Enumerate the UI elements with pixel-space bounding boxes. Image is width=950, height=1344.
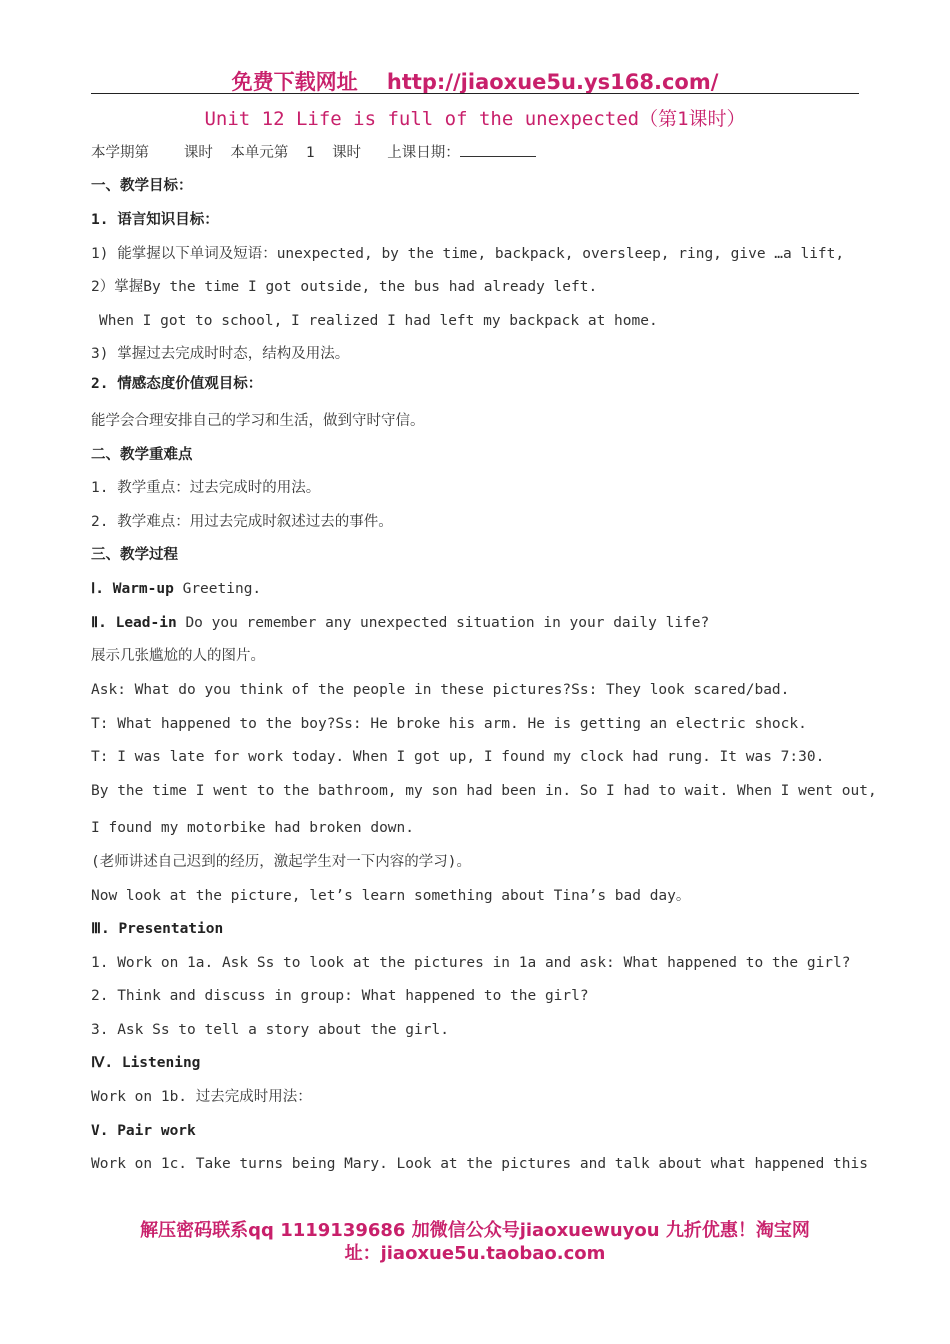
step-heading: Ⅰ. Warm-up: [91, 581, 174, 597]
text-line: 1) 能掌握以下单词及短语：unexpected, by the time, backpack, oversleep, ring, give …a lift,: [91, 246, 845, 262]
text-line: 2）掌握By the time I got outside, the bus had already left.: [91, 279, 598, 295]
date-label: 上课日期：: [387, 145, 460, 161]
step-text: Greeting.: [173, 581, 262, 597]
text-line: I found my motorbike had broken down.: [91, 820, 415, 836]
page-header: [0, 66, 950, 96]
term-label: 本学期第: [91, 145, 149, 161]
text-line: By the time I went to the bathroom, my son had been in. So I had to wait. When I went out,: [91, 783, 877, 799]
text-line: Work on 1c. Take turns being Mary. Look at the pictures and talk about what happened this: [91, 1156, 868, 1172]
footer-line-2[interactable]: 址：jiaoxue5u.taobao.com: [344, 1243, 606, 1264]
text-line: Ask: What do you think of the people in these pictures?Ss: They look scared/bad.: [91, 682, 790, 698]
text-line: T: What happened to the boy?Ss: He broke his arm. He is getting an electric shock.: [91, 716, 807, 732]
lesson-meta: [91, 142, 536, 163]
footer-line-1: 解压密码联系qq 1119139686 加微信公众号jiaoxuewuyou 九折优惠！淘宝网: [140, 1220, 810, 1241]
header-divider: [91, 93, 859, 94]
text-line: Work on 1b. 过去完成时用法：: [91, 1089, 312, 1105]
step-heading: Ⅱ. Lead-in: [91, 615, 177, 631]
text-line: 3) 掌握过去完成时时态，结构及用法。: [91, 346, 350, 362]
step-heading: V. Pair work: [91, 1123, 196, 1139]
step-text: Do you remember any unexpected situation in your daily life?: [176, 615, 710, 631]
subsection-heading: 1. 语言知识目标：: [91, 212, 219, 228]
text-line: (老师讲述自己迟到的经历，激起学生对一下内容的学习)。: [91, 854, 471, 870]
section-heading: 三、教学过程: [91, 547, 178, 563]
header-url-link[interactable]: http://jiaoxue5u.ys168.com/: [386, 70, 719, 94]
document-title: Unit 12 Life is full of the unexpected（第1课时）: [204, 108, 746, 130]
step-heading: Ⅲ. Presentation: [91, 921, 224, 937]
date-blank: [460, 142, 536, 157]
section-heading: 一、教学目标：: [91, 178, 193, 194]
section-heading: 二、教学重难点: [91, 447, 193, 463]
text-line: When I got to school, I realized I had left my backpack at home.: [99, 313, 658, 329]
text-line: Now look at the picture, let’s learn something about Tina’s bad day。: [91, 888, 691, 904]
text-line: 能学会合理安排自己的学习和生活，做到守时守信。: [91, 413, 425, 429]
step-heading: Ⅳ. Listening: [91, 1055, 201, 1071]
text-line: 3. Ask Ss to tell a story about the girl.: [91, 1022, 449, 1038]
unit-lesson-number: 1: [305, 145, 315, 161]
text-line: 2. Think and discuss in group: What happened to the girl?: [91, 988, 589, 1004]
subsection-heading: 2. 情感态度价值观目标：: [91, 376, 263, 392]
text-line: 2. 教学难点：用过去完成时叙述过去的事件。: [91, 514, 393, 530]
unit-label: 本单元第: [230, 145, 289, 161]
text-line: 1. 教学重点：过去完成时的用法。: [91, 480, 321, 496]
text-line: T: I was late for work today. When I got up, I found my clock had rung. It was 7:30.: [91, 749, 825, 765]
step-warm-up: [91, 579, 261, 599]
step-lead-in: [91, 613, 709, 633]
header-site-label: 免费下载网址: [231, 70, 358, 94]
lesson-label: 课时: [183, 145, 213, 161]
unit-lesson-suffix: 课时: [332, 145, 362, 161]
text-line: 1. Work on 1a. Ask Ss to look at the pictures in 1a and ask: What happened to the girl?: [91, 955, 851, 971]
text-line: 展示几张尴尬的人的图片。: [91, 648, 265, 664]
